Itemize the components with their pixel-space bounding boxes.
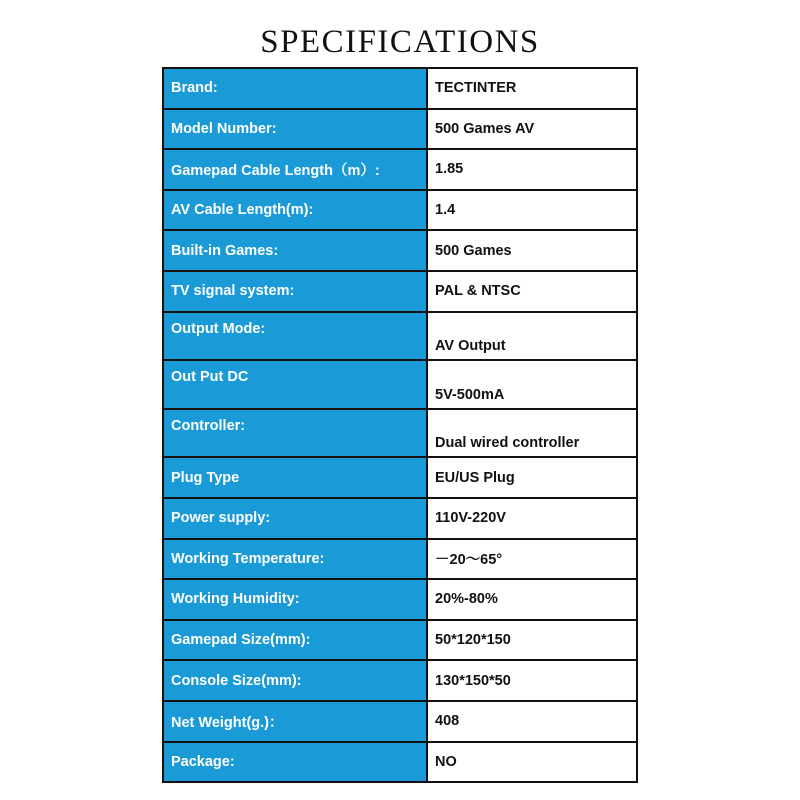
- spec-row: [163, 579, 637, 620]
- spec-label: Power supply:: [163, 498, 427, 539]
- spec-value: NO: [427, 742, 637, 783]
- spec-row: [163, 230, 637, 271]
- spec-row: [163, 742, 637, 783]
- spec-row: [163, 149, 637, 190]
- spec-label: Model Number:: [163, 109, 427, 150]
- spec-label: Controller:: [163, 409, 427, 458]
- spec-value: 50*120*150: [427, 620, 637, 661]
- spec-label: Gamepad Size(mm):: [163, 620, 427, 661]
- spec-value: 1.85: [427, 149, 637, 190]
- spec-value: AV Output: [427, 312, 637, 361]
- specifications-table: [162, 67, 638, 783]
- spec-value: 1.4: [427, 190, 637, 231]
- spec-row: [163, 312, 637, 361]
- spec-value: PAL & NTSC: [427, 271, 637, 312]
- spec-label: Console Size(mm):: [163, 660, 427, 701]
- spec-row: [163, 660, 637, 701]
- spec-row: [163, 360, 637, 409]
- spec-value: 20%-80%: [427, 579, 637, 620]
- spec-value: 500 Games AV: [427, 109, 637, 150]
- spec-label: Working Temperature:: [163, 539, 427, 580]
- spec-row: [163, 498, 637, 539]
- spec-row: [163, 190, 637, 231]
- spec-label: AV Cable Length(m):: [163, 190, 427, 231]
- spec-label: Out Put DC: [163, 360, 427, 409]
- spec-row: [163, 409, 637, 458]
- spec-label: Package:: [163, 742, 427, 783]
- spec-row: [163, 539, 637, 580]
- spec-row: [163, 701, 637, 742]
- spec-label: Output Mode:: [163, 312, 427, 361]
- spec-value: 130*150*50: [427, 660, 637, 701]
- spec-value: TECTINTER: [427, 68, 637, 109]
- spec-label: Plug Type: [163, 457, 427, 498]
- spec-row: [163, 68, 637, 109]
- spec-value: 408: [427, 701, 637, 742]
- spec-label: TV signal system:: [163, 271, 427, 312]
- spec-label: Working Humidity:: [163, 579, 427, 620]
- spec-value: 110V-220V: [427, 498, 637, 539]
- spec-label: Net Weight(g.)：: [163, 701, 427, 742]
- spec-value: EU/US Plug: [427, 457, 637, 498]
- spec-value: Dual wired controller: [427, 409, 637, 458]
- specifications-table-body: [163, 68, 637, 782]
- spec-row: [163, 109, 637, 150]
- page-title: SPECIFICATIONS: [260, 24, 540, 60]
- spec-row: [163, 620, 637, 661]
- spec-label: Built-in Games:: [163, 230, 427, 271]
- spec-value: －20～65°: [427, 539, 637, 580]
- spec-row: [163, 457, 637, 498]
- spec-label: Gamepad Cable Length（m）:: [163, 149, 427, 190]
- spec-value: 5V-500mA: [427, 360, 637, 409]
- spec-row: [163, 271, 637, 312]
- spec-label: Brand:: [163, 68, 427, 109]
- spec-value: 500 Games: [427, 230, 637, 271]
